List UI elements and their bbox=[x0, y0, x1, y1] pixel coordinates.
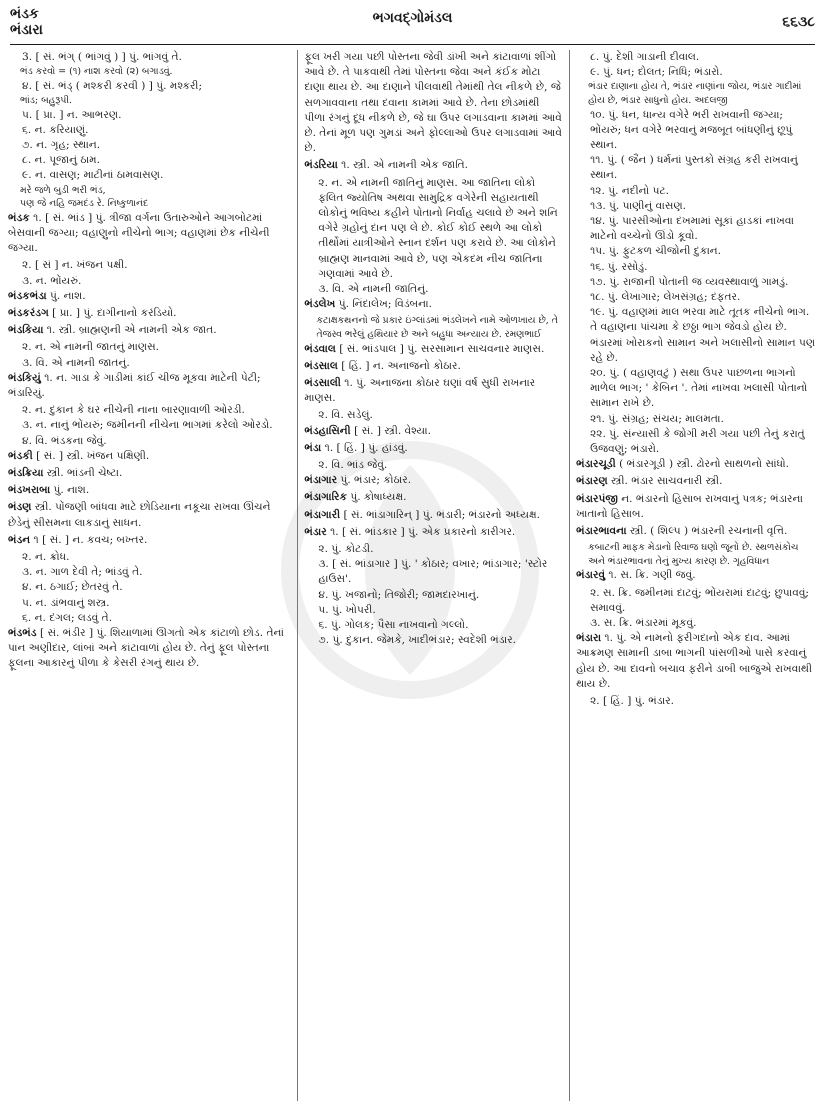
dictionary-entry bbox=[304, 376, 563, 406]
headword: ભંડકરંડગ bbox=[8, 307, 49, 320]
dictionary-entry bbox=[8, 306, 291, 321]
dictionary-entry bbox=[8, 449, 291, 464]
entry-line bbox=[8, 434, 291, 449]
definition-text: ૨. ન. ક્રોધ. bbox=[22, 551, 70, 564]
definition-text: ૧પ. પું. ફુટકળ ચીજોની દુકાન. bbox=[590, 245, 722, 258]
definition-text: ૩. ન. નાનું ભોંયરું; જમીનની નીચેના ભાગમાં કરેલો ઓરડો. bbox=[22, 419, 273, 432]
definition-text: ૯. પું. ધન; દોલત; નિધિ; ભંડારો. bbox=[590, 66, 723, 79]
entry-line bbox=[576, 260, 817, 275]
definition-text: ૯. ન. વાસણ; માટીનાં ઠામવાસણ. bbox=[22, 169, 164, 182]
definition-text: ૭. ન. ગૃહ; સ્થાન. bbox=[22, 139, 101, 151]
entry-line bbox=[304, 282, 563, 297]
dictionary-entry bbox=[304, 297, 563, 312]
definition-text: ૩. [ સં. ભાંડાગાર ] પું. ' કોઠાર; વખાર; ભાંડાગાર; 'સ્ટોર હાઉસ'. bbox=[318, 558, 548, 586]
definition-text: ૨. પું. કોટડી. bbox=[318, 543, 374, 556]
entry-line bbox=[576, 244, 817, 259]
definition-text: કટાક્ષકથનનો જે પ્રકાર ઇંગ્લાંડમાં ભંડલેખને નામે ઓળખાય છે, તે તેજસ્વ ભરેલું હથિયાર છે અને બહુધા અન્યાય છે. રમણભાઈ bbox=[316, 315, 558, 341]
definition-text: ૧૯. પું. વહાણમાં માલ ભરવા માટે તૂતક નીચેનો ભાગ. તે વહાણના પાંચમા કે છઠ્ઠા ભાગ જેવડો હોય છે. ભંડારમાં ખોરાકનો સામાન અને ખલાસીનો સામાન પણ રહે છે. bbox=[590, 306, 816, 364]
entry-line bbox=[8, 596, 291, 611]
definition-text: [ સં. ભંડીર ] પું. શિયાળામાં ઊગતો એક કાંટાળો છોડ. તેનાં પાન અણીદાર, લાંબાં અને કાંટાવાળાં હોય છે. તેનું ફૂલ પોસ્તના ફૂલના આકારનું પીળા કે કેસરી રંગનું થાય છે. bbox=[8, 627, 284, 670]
entry-line bbox=[304, 314, 563, 341]
headword: ભંડણ bbox=[8, 501, 32, 514]
definition-text: ૧૮. પું. લેખાગાર; લેખસંગ્રહ; દફતર. bbox=[590, 291, 741, 304]
headword: ભંડરિયા bbox=[304, 159, 338, 172]
page-number: ૬૬૩૮ bbox=[782, 14, 815, 30]
dictionary-entry bbox=[8, 483, 291, 498]
headword: ભંડારા bbox=[576, 632, 602, 645]
dictionary-entry bbox=[304, 424, 563, 439]
definition-text: ૨. ન. એ નામની જાતનું માણસ. bbox=[22, 341, 160, 354]
entry-line bbox=[8, 356, 291, 371]
column-3 bbox=[569, 50, 817, 1101]
entry-line bbox=[8, 123, 291, 138]
dictionary-entry bbox=[8, 211, 291, 257]
definition-text: સ્ત્રી. ( શિલ્પ ) ભંડારની રચનાની વૃત્તિ. bbox=[626, 525, 788, 538]
entry-line bbox=[8, 274, 291, 289]
headword: ભંડવાલ bbox=[304, 342, 336, 355]
definition-text: ૨. ન. દુકાન કે ઘર નીચેની નાના બારણાવાળી ઓરડી. bbox=[22, 404, 245, 417]
entry-line bbox=[576, 184, 817, 199]
headword: ભંડાગારી bbox=[304, 508, 341, 521]
headword: ભંડકિયા bbox=[8, 324, 44, 337]
dictionary-entry bbox=[8, 289, 291, 304]
dictionary-entry bbox=[304, 525, 563, 540]
definition-text: ૨. [ સં ] ન. ખંજન પક્ષી. bbox=[22, 259, 128, 272]
column-1 bbox=[8, 50, 297, 1101]
definition-text: પું. નાશ. bbox=[50, 484, 90, 497]
entry-line bbox=[8, 168, 291, 183]
entry-line bbox=[576, 214, 817, 244]
headword: ભંડખરાબા bbox=[8, 484, 51, 497]
headword: ભંડલેખ bbox=[304, 298, 336, 311]
entry-line bbox=[304, 603, 563, 618]
definition-text: સ્ત્રી. પોંજણી બાંધવા માટે છોડિયાના નકૂચા રાખવા ઊંચને છેડેનું સીસમના લાકડાનું સાધન. bbox=[8, 501, 271, 529]
definition-text: ૬. ન. કરિયાણું. bbox=[22, 123, 89, 136]
entry-line bbox=[576, 275, 817, 290]
definition-text: ફૂલ ખરી ગયા પછી પોસ્તના જેવી ડાંખી અને કાંટાવાળાં શીંગો આવે છે. તે પાકવાથી તેમાં પોસ્તના જેવા અને કંઈક મોટા દાણા થાય છે. આ દાણાને પીલવાથી તેમાંથી તેલ નીકળે છે, જે સળગાવવાના તથા દવાના કામમાં આવે છે. તેના છોડમાંથી પીળા રંગનું દૂધ નીકળે છે, જે ઘા ઉપર લગાડવાના કામમાં આવે છે. તેનાં મૂળ પણ ગુમડાં અને ફોલ્લાઓ ઉપર લગાડવામાં આવે છે. bbox=[304, 51, 562, 155]
dictionary-entry bbox=[304, 508, 563, 523]
definition-text: ૧ [ સં. ] ન. કવચ; બખ્તર. bbox=[30, 533, 148, 546]
entry-line bbox=[304, 408, 563, 423]
entry-line bbox=[8, 565, 291, 580]
definition-text: ૮. પું. દેશી ગાડાની દીવાલ. bbox=[590, 51, 700, 63]
headword: ભંડારવું bbox=[576, 569, 606, 582]
definition-text: ૨. વિ. સડેલું. bbox=[318, 409, 373, 422]
definition-text: ૨૧. પું. સંગ્રહ; સંચય; માલમતા. bbox=[590, 412, 724, 425]
definition-text: ભંડ કરવો = (૧) નાશ કરવો (૨) બગાડવું. bbox=[20, 66, 173, 78]
headword: ભંડારભાવના bbox=[576, 525, 627, 538]
definition-text: [ સં. ભાંડપાલ ] પું. સરસામાન સાચવનાર માણસ. bbox=[335, 342, 545, 355]
dictionary-entry bbox=[576, 524, 817, 539]
running-title: ભગવદ્ગોમંડલ bbox=[372, 10, 453, 26]
definition-text: ૨૦. પું. ( વહાણવટું ) સથા ઉપર પાછળના ભાગનો માળેલ ભાગ; ' કેબિન '. તેમાં નાખવા ખલાસી પોતાનો સામાન રાખે છે. bbox=[590, 367, 808, 410]
dictionary-entry bbox=[576, 568, 817, 583]
definition-text: ૨. [ હિં. ] પું. ભંડાર. bbox=[590, 695, 675, 708]
entry-line bbox=[8, 94, 291, 108]
entry-line bbox=[304, 557, 563, 587]
entry-line bbox=[576, 427, 817, 457]
definition-text: ભંડાર દાણાના હોય તે, ભંડાર નાણાંના જોય, ભંડાર ગાદીમાં હોય છે, ભંડાર સાધુનો હોય. અદલજી bbox=[588, 81, 802, 106]
definition-text: ૧૨. પું. નદીનો પટ. bbox=[590, 184, 669, 197]
definition-text: ભાંડ; બહુરૂપી. bbox=[20, 95, 73, 106]
entry-line bbox=[304, 542, 563, 557]
definition-text: ૩. સ. ક્રિ. ભંડારમાં મૂકવું. bbox=[590, 617, 697, 630]
dictionary-entry bbox=[8, 500, 291, 530]
entry-line bbox=[8, 108, 291, 123]
definition-text: 3. [ સં. ભંગ્ ( ભાંગવું ) ] પું. ભાંગવું તે. bbox=[22, 51, 182, 63]
definition-text: ન. ભંડારનો હિસાબ રાખવાનું પત્રક; ભંડારના ખાતાનો હિસાબ. bbox=[576, 492, 804, 520]
entry-line bbox=[8, 50, 291, 65]
definition-text: ૪. વિ. ભંડકના જેવું. bbox=[22, 434, 107, 447]
dictionary-entry bbox=[576, 492, 817, 522]
dictionary-entry bbox=[304, 490, 563, 505]
guide-word-first: ભંડક bbox=[10, 6, 39, 22]
entry-line bbox=[576, 586, 817, 616]
entry-line bbox=[576, 153, 817, 183]
entry-line bbox=[576, 290, 817, 305]
definition-text: ૧. [ હિં. ] પું. હાંડવું. bbox=[321, 441, 408, 454]
definition-text: ૧. ન. ગાડા કે ગાડીમાં કાંઈ ચીજ મૂકવા માટેની પેટી; ભંડારિયું. bbox=[8, 371, 261, 400]
definition-text: ૧૭. પું. રાજાની પોતાની જ વ્યવસ્થાવાળું ગામડું. bbox=[590, 275, 789, 288]
definition-text: ૧. પું. અનાજના કોઠાર ઘણાં વર્ષ સુધી રાખનાર માણસ. bbox=[304, 377, 536, 405]
dictionary-entry bbox=[8, 371, 291, 401]
dictionary-entry bbox=[576, 474, 817, 489]
dictionary-entry bbox=[304, 359, 563, 374]
headword: ભંડન bbox=[8, 533, 31, 546]
entry-line bbox=[576, 199, 817, 214]
entry-line bbox=[8, 184, 291, 198]
headword: ભંડક bbox=[8, 211, 30, 224]
entry-line bbox=[304, 618, 563, 633]
headword: ભંડાગારિક bbox=[304, 491, 347, 504]
definition-text: ૧૬. પું. રસોડું. bbox=[590, 260, 648, 273]
entry-line bbox=[576, 541, 817, 568]
headword: ભંડકિયું bbox=[8, 371, 41, 384]
entry-line bbox=[8, 153, 291, 168]
entry-line bbox=[8, 197, 291, 211]
guide-word-last: ભંડારા bbox=[10, 22, 43, 38]
column-2 bbox=[297, 50, 569, 1101]
entry-line bbox=[576, 412, 817, 427]
definition-text: પ. ન. ડાંભવાનું શસ્ત્ર. bbox=[22, 596, 110, 609]
definition-text: [ હિં. ] ન. અનાજનો કોઠાર. bbox=[337, 359, 461, 372]
definition-text: ૨. ન. એ નામની જાતિનું માણસ. આ જાતિના લોકો ફલિત જ્યોતિષ અથવા સામુદ્રિક વગેરેની સહાયતાથી લોકોનું ભવિષ્ય કહીને પોતાનો નિર્વાહ ચલાવે છે અને શનિ વગેરે ગ્રહોનું દાન પણ લે છે. કોઈ કોઈ સ્થળે આ લોકો તીર્થોમાં યાત્રીઓને સ્નાન દર્શન પણ કરાવે છે. આ લોકોને બ્રાહ્મણ માનવામાં આવે છે, પણ એકદમ નીચ જાતિના ગણવામાં આવે છે. bbox=[318, 176, 558, 280]
definition-text: ૮. ન. પૂજાનું ઠામ. bbox=[22, 154, 101, 167]
definition-text: ૧. સ્ત્રી. એ નામની એક જાતિ. bbox=[337, 159, 469, 172]
definition-text: ( ભંડારગૂડી ) સ્ત્રી. ઢોરનો સાથળનો સાંધો. bbox=[615, 458, 789, 471]
definition-text: ૩. વિ. એ નામની જાતનું. bbox=[22, 356, 130, 369]
headword: ભંડા bbox=[304, 441, 322, 454]
dictionary-entry bbox=[576, 631, 817, 692]
dictionary-entry bbox=[8, 626, 291, 672]
headword: ભંડભંડ bbox=[8, 627, 37, 640]
definition-text: ૪. ન. ઠગાઈ; છેતરવું તે. bbox=[22, 581, 123, 594]
definition-text: ૩. ન. ગાળ દેવી તે; ભાંડવું તે. bbox=[22, 566, 143, 579]
definition-text: પણ જે નહિ જમદંડ રે. નિષ્કુળાનંદ bbox=[20, 198, 149, 210]
headword: ભંડારણ bbox=[576, 475, 608, 488]
columns bbox=[8, 50, 817, 1101]
dictionary-entry bbox=[8, 466, 291, 481]
entry-line bbox=[576, 366, 817, 412]
entry-line bbox=[304, 176, 563, 282]
entry-line bbox=[8, 79, 291, 94]
definition-text: [ સં. ભાંડાગારિન્ ] પું. ભંડારી; ભંડારનો અધ્યક્ષ. bbox=[340, 508, 541, 521]
definition-text: ૩. ન. ભોંયરું. bbox=[22, 274, 82, 287]
definition-text: ૪. [ સં. ભંડ્ ( મશ્કરી કરવી ) ] પું. મશ્કરી; bbox=[22, 79, 203, 92]
definition-text: ૧૦. પું. ધન, ધાન્ય વગેરે ભરી રાખવાની જગ્યા; ભોંયરું; ધન વગેરે ભરવાનું મજબૂત બાંધણીનું છૂપું સ્થાન. bbox=[590, 108, 793, 151]
dictionary-entry bbox=[8, 533, 291, 548]
headword: ભંડહાસિની bbox=[304, 424, 351, 437]
headword: ભંડાર bbox=[304, 525, 327, 538]
headword: ભંડાગાર bbox=[304, 474, 338, 487]
dictionary-entry bbox=[304, 158, 563, 173]
definition-text: ૭. પું. દુકાન. જેમકે, ખાદીભંડાર; સ્વદેશી ભંડાર. bbox=[318, 634, 517, 647]
headword: ભંડક્રિયા bbox=[8, 467, 44, 480]
definition-text: પું. કોષાધ્યક્ષ. bbox=[346, 491, 407, 504]
entry-line bbox=[304, 458, 563, 473]
entry-line bbox=[304, 588, 563, 603]
definition-text: ૧. સ. ક્રિ. ગણી જવું. bbox=[605, 569, 696, 582]
definition-text: [ પ્રા. ] પું. દાગીનાનો કરંડિયો. bbox=[48, 307, 177, 320]
headword: ભંડારચૂડી bbox=[576, 458, 616, 471]
entry-line bbox=[8, 550, 291, 565]
definition-text: મરે જળે બુડી ભરી ભંડ, bbox=[20, 184, 106, 196]
dictionary-entry bbox=[304, 473, 563, 488]
entry-line bbox=[576, 80, 817, 107]
headword: ભંડસાલ bbox=[304, 359, 338, 372]
dictionary-entry bbox=[304, 441, 563, 456]
definition-text: ૧૪. પું. પારસીઓના દખમામાં સૂકાં હાડકાં નાખવા માટેનો વચ્ચેનો ઊંડો કૂવો. bbox=[590, 215, 795, 243]
entry-line bbox=[304, 50, 563, 156]
definition-text: ૬. ન. દંગલ; લડવું તે. bbox=[22, 611, 113, 624]
entry-line bbox=[576, 108, 817, 154]
definition-text: ૧. પું. એ નામનો ફરીગદાનો એક દાવ. આમાં આક્રમણ સામાની ડાબા ભાગની પાંસળીઓ પાસે કરવાનું હોય છે. આ દાવનો બચાવ ફરીને ડાબી બાજુએ રાખવાથી થાય છે. bbox=[576, 632, 813, 690]
definition-text: ૧. [ સં. ભાંડકાર ] પું. એક પ્રકારનો કારીગર. bbox=[326, 525, 516, 538]
headword: ભંડસાલી bbox=[304, 377, 341, 390]
entry-line bbox=[576, 305, 817, 366]
entry-line bbox=[8, 580, 291, 595]
definition-text: પું. નિંદાલેખ; વિડંબના. bbox=[335, 298, 432, 311]
definition-text: ૬. પું. ગોલક; પૈસા નાખવાનો ગલ્લો. bbox=[318, 619, 469, 632]
headword: ભંડકી bbox=[8, 449, 33, 462]
entry-line bbox=[576, 65, 817, 80]
dictionary-entry bbox=[576, 457, 817, 472]
definition-text: સ્ત્રી. ભાંડની ચેષ્ટા. bbox=[43, 467, 123, 480]
definition-text: પું. ભંડાર; કોઠાર. bbox=[337, 474, 412, 487]
headword: ભંડારપંજી bbox=[576, 492, 618, 505]
entry-line bbox=[8, 403, 291, 418]
header-rule bbox=[10, 44, 815, 45]
definition-text: ૩. વિ. એ નામની જાતિનું. bbox=[318, 283, 429, 296]
entry-line bbox=[576, 694, 817, 709]
entry-line bbox=[8, 138, 291, 153]
definition-text: પ. પું. ખોપરી. bbox=[318, 603, 376, 616]
definition-text: ૧. [ સં. ભાંડ ] પું. ત્રીજા વર્ગના ઉતારુઓને આગબોટમાં બેસવાની જગ્યા; વહાણુનો નીચેનો ભાગ; વહાણમાં છેક નીચેની જગ્યા. bbox=[8, 211, 270, 255]
page-header bbox=[10, 6, 815, 44]
entry-line bbox=[8, 611, 291, 626]
definition-text: ૨. સ. ક્રિ. જમીનમાં દાટવું; ભોંયરામાં દાટવું; છુપાવવું; સમાવવું. bbox=[590, 586, 810, 614]
definition-text: ૪. પું. ખજાનો; તિજોરી; જામદારખાનું. bbox=[318, 588, 480, 601]
entry-line bbox=[304, 633, 563, 648]
definition-text: ૨૨. પું. સંન્યાસી કે જોગી મરી ગયા પછી તેનું કરાતું ઉજવણું; ભંડારો. bbox=[590, 427, 805, 456]
definition-text: ૧. સ્ત્રી. બ્રાહ્મણની એ નામની એક જાત. bbox=[43, 324, 217, 337]
entry-line bbox=[8, 340, 291, 355]
headword: ભંડકભંડા bbox=[8, 289, 47, 302]
definition-text: ૧૩. પું. પાણીનું વાસણ. bbox=[590, 199, 687, 212]
entry-line bbox=[576, 616, 817, 631]
entry-line bbox=[8, 418, 291, 433]
definition-text: સ્ત્રી. ભંડાર સાચવનારી સ્ત્રી. bbox=[607, 475, 723, 488]
definition-text: [ સં. ] સ્ત્રી. ખંજન પક્ષિણી. bbox=[32, 449, 150, 462]
entry-line bbox=[8, 65, 291, 79]
definition-text: પું. નાશ. bbox=[46, 289, 86, 302]
definition-text: કબાટની માફક મેડાનો રિવાજ ઘણો જૂનો છે. સ્થળસંકોચ અને ભંડારભાવના તેનું મુખ્ય કારણ છે. ગૃહવિધાન bbox=[588, 542, 799, 567]
definition-text: ૨. વિ. ભાંડ જેવું. bbox=[318, 459, 388, 472]
dictionary-entry bbox=[8, 323, 291, 338]
entry-line bbox=[576, 50, 817, 65]
definition-text: [ સં. ] સ્ત્રી. વેશ્યા. bbox=[350, 424, 431, 437]
entry-line bbox=[8, 258, 291, 273]
dictionary-entry bbox=[304, 342, 563, 357]
definition-text: પ. [ પ્રા. ] ન. આભરણ. bbox=[22, 108, 122, 121]
definition-text: ૧૧. પું. ( જૈન ) ધર્મનાં પુસ્તકો સંગ્રહ કરી રાખવાનું સ્થાન. bbox=[590, 154, 798, 182]
